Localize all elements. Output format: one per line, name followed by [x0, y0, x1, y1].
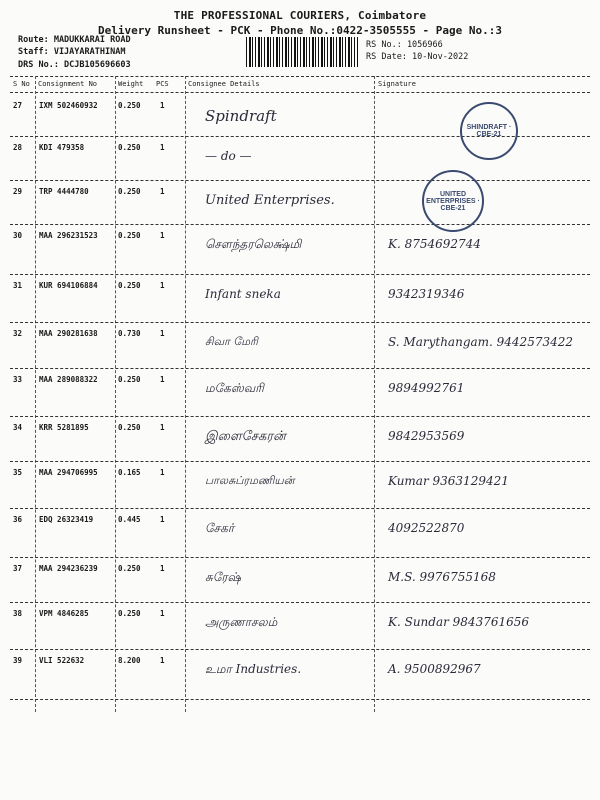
serial-number: 32: [13, 329, 23, 338]
serial-number: 35: [13, 468, 23, 477]
pieces-count: 1: [160, 423, 165, 432]
consignment-number: IXM 502460932: [39, 101, 98, 110]
consignment-number: MAA 294706995: [39, 468, 98, 477]
consignee-handwriting: சிவா மேரி: [205, 335, 258, 348]
consignment-number: KRR 5281895: [39, 423, 89, 432]
barcode: [246, 37, 358, 67]
weight-value: 0.250: [118, 423, 141, 432]
signature-handwriting: 4092522870: [388, 521, 465, 535]
consignment-number: KDI 479358: [39, 143, 85, 152]
serial-number: 31: [13, 281, 23, 290]
weight-value: 0.250: [118, 609, 141, 618]
table-row: [10, 558, 590, 603]
consignment-number: VPM 4846285: [39, 609, 89, 618]
consignee-handwriting: மகேஸ்வரி: [205, 381, 264, 395]
runsheet-subtitle: Delivery Runsheet - PCK - Phone No.:0422-3505555 - Page No.:3: [98, 24, 502, 37]
col-consignee: Consignee Details: [188, 80, 260, 88]
pieces-count: 1: [160, 609, 165, 618]
table-row: [10, 181, 590, 225]
pieces-count: 1: [160, 231, 165, 240]
consignment-number: MAA 294236239: [39, 564, 98, 573]
serial-number: 29: [13, 187, 23, 196]
weight-value: 0.445: [118, 515, 141, 524]
signature-handwriting: Kumar 9363129421: [388, 474, 509, 488]
weight-value: 0.730: [118, 329, 141, 338]
staff-label: Staff: VIJAYARATHINAM: [18, 47, 126, 57]
header-bottom-rule: [10, 92, 590, 93]
weight-value: 0.250: [118, 143, 141, 152]
table-row: [10, 462, 590, 509]
col-sno: S No: [13, 80, 30, 88]
route-label: Route: MADUKKARAI ROAD: [18, 35, 131, 45]
row-divider: [10, 699, 590, 700]
company-stamp: SHINDRAFT · CBE-21: [460, 102, 518, 160]
pieces-count: 1: [160, 468, 165, 477]
signature-handwriting: S. Marythangam. 9442573422: [388, 335, 574, 349]
consignment-number: MAA 296231523: [39, 231, 98, 240]
weight-value: 0.250: [118, 375, 141, 384]
table-row: [10, 225, 590, 275]
pieces-count: 1: [160, 187, 165, 196]
pieces-count: 1: [160, 143, 165, 152]
table-row: [10, 509, 590, 558]
pieces-count: 1: [160, 564, 165, 573]
weight-value: 0.250: [118, 101, 141, 110]
consignee-handwriting: பாலசுப்ரமணியன்: [205, 474, 295, 487]
signature-handwriting: A. 9500892967: [388, 662, 481, 676]
serial-number: 39: [13, 656, 23, 665]
table-row: [10, 369, 590, 417]
drs-label: DRS No.: DCJB105696603: [18, 60, 131, 70]
consignee-handwriting: இளைசேகரன்: [205, 429, 286, 444]
signature-handwriting: K. Sundar 9843761656: [388, 615, 530, 629]
weight-value: 0.250: [118, 281, 141, 290]
consignee-handwriting: சௌந்தரலெக்ஷ்மி: [205, 237, 302, 251]
pieces-count: 1: [160, 101, 165, 110]
consignee-handwriting: — do —: [205, 149, 252, 163]
pieces-count: 1: [160, 515, 165, 524]
weight-value: 0.250: [118, 231, 141, 240]
pieces-count: 1: [160, 281, 165, 290]
consignment-number: VLI 522632: [39, 656, 85, 665]
pieces-count: 1: [160, 329, 165, 338]
weight-value: 0.250: [118, 564, 141, 573]
header-top-rule: [10, 76, 590, 77]
col-pcs: PCS: [156, 80, 169, 88]
consignee-handwriting: Infant sneka: [205, 287, 281, 301]
serial-number: 33: [13, 375, 23, 384]
serial-number: 36: [13, 515, 23, 524]
table-row: [10, 275, 590, 323]
signature-handwriting: M.S. 9976755168: [388, 570, 496, 584]
table-row: [10, 323, 590, 369]
consignment-number: TRP 4444780: [39, 187, 89, 196]
consignee-handwriting: Spindraft: [205, 107, 277, 125]
pieces-count: 1: [160, 656, 165, 665]
consignee-handwriting: அருணாசலம்: [205, 615, 278, 629]
signature-handwriting: 9842953569: [388, 429, 465, 443]
consignment-number: MAA 290281638: [39, 329, 98, 338]
signature-handwriting: 9342319346: [388, 287, 465, 301]
signature-handwriting: 9894992761: [388, 381, 465, 395]
serial-number: 34: [13, 423, 23, 432]
serial-number: 30: [13, 231, 23, 240]
consignee-handwriting: உமா Industries.: [205, 662, 302, 676]
serial-number: 27: [13, 101, 23, 110]
table-row: [10, 603, 590, 650]
weight-value: 0.165: [118, 468, 141, 477]
runsheet-title: THE PROFESSIONAL COURIERS, Coimbatore: [173, 9, 427, 22]
pieces-count: 1: [160, 375, 165, 384]
consignee-handwriting: United Enterprises.: [205, 193, 335, 208]
col-weight: Weight: [118, 80, 144, 88]
consignment-number: EDQ 26323419: [39, 515, 94, 524]
consignee-handwriting: சுரேஷ்: [205, 570, 241, 584]
col-signature: Signature: [378, 80, 416, 88]
table-row: [10, 417, 590, 462]
serial-number: 38: [13, 609, 23, 618]
consignee-handwriting: சேகர்: [205, 521, 235, 535]
company-stamp: UNITED ENTERPRISES · CBE-21: [422, 170, 484, 232]
rs-date-label: RS Date: 10-Nov-2022: [366, 52, 469, 62]
signature-handwriting: K. 8754692744: [388, 237, 481, 251]
consignment-number: MAA 289088322: [39, 375, 98, 384]
serial-number: 37: [13, 564, 23, 573]
weight-value: 8.200: [118, 656, 141, 665]
col-consignment: Consignment No: [38, 80, 98, 88]
consignment-number: KUR 694106884: [39, 281, 98, 290]
weight-value: 0.250: [118, 187, 141, 196]
rs-no-label: RS No.: 1056966: [366, 40, 443, 50]
table-row: [10, 650, 590, 700]
serial-number: 28: [13, 143, 23, 152]
